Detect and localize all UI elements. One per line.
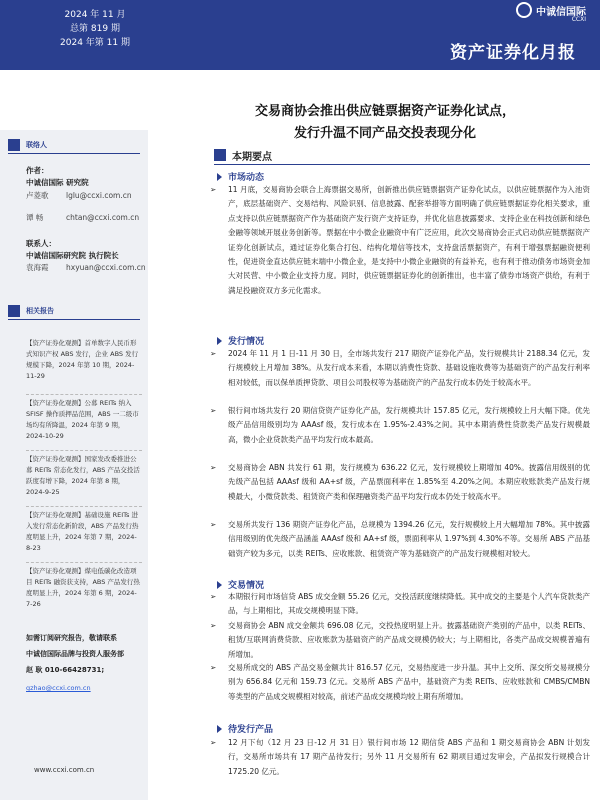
related-heading <box>8 305 54 317</box>
bullet-item <box>210 590 590 619</box>
related-report-item[interactable] <box>26 562 142 610</box>
liaison-org: 中诚信国际研究院 执行院长 <box>26 251 119 260</box>
section-triangle-icon <box>217 173 222 181</box>
article-title-line1: 交易商协会推出供应链票据资产证券化试点， <box>254 104 515 119</box>
bullet-item <box>210 461 590 504</box>
authors-org: 中诚信国际 研究院 <box>26 178 89 187</box>
liaison-name: 袁海霞 <box>26 263 49 272</box>
liaison-label: 联系人： <box>26 239 56 248</box>
contacts-square-icon <box>8 139 20 151</box>
subscription-email-link[interactable]: gzhao@ccxi.com.cn <box>26 684 91 692</box>
related-separator <box>26 450 142 451</box>
section-title: 待发行产品 <box>228 725 274 735</box>
subscription-line1: 如需订阅研究报告，敬请联系 <box>26 634 117 642</box>
bullet-text: 11 月底，交易商协会联合上海票据交易所，创新推出供应链票据资产证券化试点，以供应链票据作为入池资产，底层基础资产、交易结构、风险识别、信息披露、配套举措等方面明确了供应链票据证券化相关要求，重点支持以供应链票据资产作为基础资产发行资产支持证券，并优化信息披露要求、支持企业在科技创新和绿色金融等领域开展业务创新等。票据在中小微企业融资中有广泛应用，此次交易商协会正式启动供应链票据资产证券化创新试点，通过证券化集合打包、结构化增信等技术，支持盘活票据资产，有利于增强票据融资便利性，促进资金直达供应链末端中小微企业，是支持中小微企业融资的有益补充，也有利于推动债务市场资金加大对民营、中小微企业支持力度。同时，供应链票据证券化的创新推出，也丰富了债券市场资产供给，有利于满足投融资双方多元化需求。 <box>228 185 590 295</box>
summary-label: 本期要点 <box>232 151 272 163</box>
logo-mark-icon <box>516 2 532 18</box>
section-heading-market <box>217 170 264 183</box>
liaison-person <box>26 262 146 274</box>
related-separator <box>26 562 142 563</box>
summary-square-icon <box>214 149 226 161</box>
arrow-bullet-icon: ➢ <box>210 738 217 747</box>
liaison-email[interactable]: hxyuan@ccxi.com.cn <box>66 263 146 272</box>
related-report-item[interactable] <box>26 506 142 554</box>
bullet-item <box>210 347 590 390</box>
arrow-bullet-icon: ➢ <box>210 520 217 529</box>
bullet-item <box>210 736 590 779</box>
related-report-item[interactable] <box>26 394 142 442</box>
section-triangle-icon <box>217 725 222 733</box>
contacts-heading <box>8 139 47 151</box>
author-2 <box>26 212 139 224</box>
bullet-text: 银行间市场共发行 20 期信贷资产证券化产品，发行规模共计 157.85 亿元，发行规模较上月大幅下降。优先级产品信用级别均为 AAAsf 级，发行成本在 1.95%-2.43%之间。其中本期消费性贷款类产品发行规模最高，微小企业贷款类产品平均发行成本最高。 <box>228 406 590 444</box>
bullet-item <box>210 183 590 298</box>
bullet-text: 交易所共发行 136 期资产证券化产品，总规模为 1394.26 亿元，发行规模较上月大幅增加 78%。其中披露信用级别的优先级产品涵盖 AAAsf 级和 AA+sf 级，票面利率从 1.97%到 4.30%不等。交易所 ABS 产品基础资产较为多元，以类 REITs、应收账款、租赁资产等为基础资产的产品发行规模相对较大。 <box>228 520 590 558</box>
related-report-text: 【资产证券化观测】煤电低碳化改造项目 REITs 融资获支持，ABS 产品发行热度明显上升，2024 年第 6 期，2024-7-26 <box>26 567 140 608</box>
related-report-text: 【资产证券化观测】公募 REITs 纳入 SFISF 操作质押品范围，ABS 一二级市场均有所降温，2024 年第 9 期，2024-10-29 <box>26 399 139 440</box>
related-report-text: 【资产证券化观测】首单数字人民币形式知识产权 ABS 发行，企业 ABS 发行规模下降，2024 年第 10 期，2024-11-29 <box>26 339 139 380</box>
logo-text: 中诚信国际 <box>536 6 586 18</box>
bullet-text: 本期银行间市场信贷 ABS 成交金额 55.26 亿元，交投活跃度继续降低。其中成交的主要是个人汽车贷款类产品，与上期相比，其成交规模明显下降。 <box>228 592 590 616</box>
related-separator <box>26 506 142 507</box>
related-square-icon <box>8 305 20 317</box>
author-1-name: 卢菱歌 <box>26 191 49 200</box>
arrow-bullet-icon: ➢ <box>210 592 217 601</box>
section-heading-pending <box>217 722 273 735</box>
bullet-text: 交易商协会 ABN 共发行 61 期，发行规模为 636.22 亿元，发行规模较上期增加 40%。披露信用级别的优先级产品包括 AAAsf 级和 AA+sf 级，产品票面利率在 1.85%至 4.20%之间。本期应收账款类产品发行规模最大，小微贷款类、租赁资产类和保理融资类产品平均发行成本仍处于较高水平。 <box>228 463 590 501</box>
issue-info <box>55 8 135 50</box>
bullet-text: 12 月下旬（12 月 23 日-12 月 31 日）银行间市场 12 期信贷 ABS 产品和 1 期交易商协会 ABN 计划发行，交易所市场共有 17 期产品待发行；另外 11 月交易所有 62 期项目通过发审会，产品拟发行规模合计 1725.20 亿元。 <box>228 738 590 776</box>
section-title: 发行情况 <box>228 337 265 347</box>
author-1-email[interactable]: lglu@ccxi.com.cn <box>66 191 132 200</box>
issue-number: 2024 年第 11 期 <box>60 38 130 48</box>
author-2-name: 谭 畅 <box>26 213 44 222</box>
issue-total: 总第 819 期 <box>70 24 120 34</box>
related-label: 相关报告 <box>26 307 54 315</box>
logo-sub: CCXI <box>571 16 586 23</box>
section-triangle-icon <box>217 581 222 589</box>
section-title: 交易情况 <box>228 581 265 591</box>
summary-heading <box>214 146 590 165</box>
article-title <box>180 101 590 145</box>
website-link[interactable]: www.ccxi.com.cn <box>34 766 95 774</box>
arrow-bullet-icon: ➢ <box>210 349 217 358</box>
publication-title: 资产证券化月报 <box>450 43 576 63</box>
bullet-text: 2024 年 11 月 1 日-11 月 30 日，全市场共发行 217 期资产证券化产品，发行规模共计 2188.34 亿元，发行规模较上月增加 38%。从发行成本来看，本期以消费性贷款、基础设施收费等为基础资产的产品发行利率相对较低，而以保单质押贷款、项目公司股权等为基础资产的产品发行成本仍处于较高水平。 <box>228 349 590 387</box>
bullet-item <box>210 661 590 704</box>
bullet-item <box>210 518 590 561</box>
report-header <box>0 0 600 70</box>
bullet-text: 交易商协会 ABN 成交金额共 696.08 亿元，交投热度明显上升。披露基础资产类别的产品中，以类 REITs、租赁/互联网消费贷款、应收账款为基础资产的产品成交规模仍较大；与上期相比，各类产品成交规模普遍有所增加。 <box>228 621 590 659</box>
related-divider <box>8 319 140 320</box>
subscription-contact <box>26 632 144 694</box>
article-title-line2: 发行升温不同产品交投表现分化 <box>293 126 476 141</box>
arrow-bullet-icon: ➢ <box>210 621 217 630</box>
related-report-item[interactable] <box>26 450 142 498</box>
company-logo <box>516 2 586 23</box>
related-report-item[interactable] <box>26 338 142 382</box>
contacts-divider <box>8 153 140 154</box>
bullet-item <box>210 619 590 662</box>
related-separator <box>26 394 142 395</box>
bullet-item <box>210 404 590 447</box>
arrow-bullet-icon: ➢ <box>210 406 217 415</box>
subscription-phone: 赵 耿 010-66428731; <box>26 666 105 674</box>
section-heading-issuance <box>217 334 264 347</box>
arrow-bullet-icon: ➢ <box>210 185 217 194</box>
arrow-bullet-icon: ➢ <box>210 663 217 672</box>
subscription-line2: 中诚信国际品牌与投资人服务部 <box>26 650 124 658</box>
section-triangle-icon <box>217 337 222 345</box>
arrow-bullet-icon: ➢ <box>210 463 217 472</box>
issue-date: 2024 年 11 月 <box>64 10 126 20</box>
related-report-text: 【资产证券化观测】基础设施 REITs 进入发行常态化新阶段，ABS 产品发行热度明显上升，2024 年第 7 期，2024-8-23 <box>26 511 139 552</box>
authors-label: 作者： <box>26 166 49 175</box>
author-2-email[interactable]: chtan@ccxi.com.cn <box>66 213 140 222</box>
related-report-text: 【资产证券化观测】国家发改委推进公募 REITs 常态化发行，ABS 产品交投活跃度有增下降，2024 年第 8 期，2024-9-25 <box>26 455 140 496</box>
section-title: 市场动态 <box>228 173 265 183</box>
author-1 <box>26 190 132 202</box>
contacts-label: 联络人 <box>26 141 47 149</box>
bullet-text: 交易所成交的 ABS 产品交易金额共计 816.57 亿元，交易热度进一步升温。其中上交所、深交所交易规模分别为 656.84 亿元和 159.73 亿元。交易所 ABS 产品中，基础资产为类 REITs、应收账款和 CMBS/CMBN 等类型的产品成交规模相对较高，前述产品成交规模均较上期有所增加。 <box>228 663 590 701</box>
